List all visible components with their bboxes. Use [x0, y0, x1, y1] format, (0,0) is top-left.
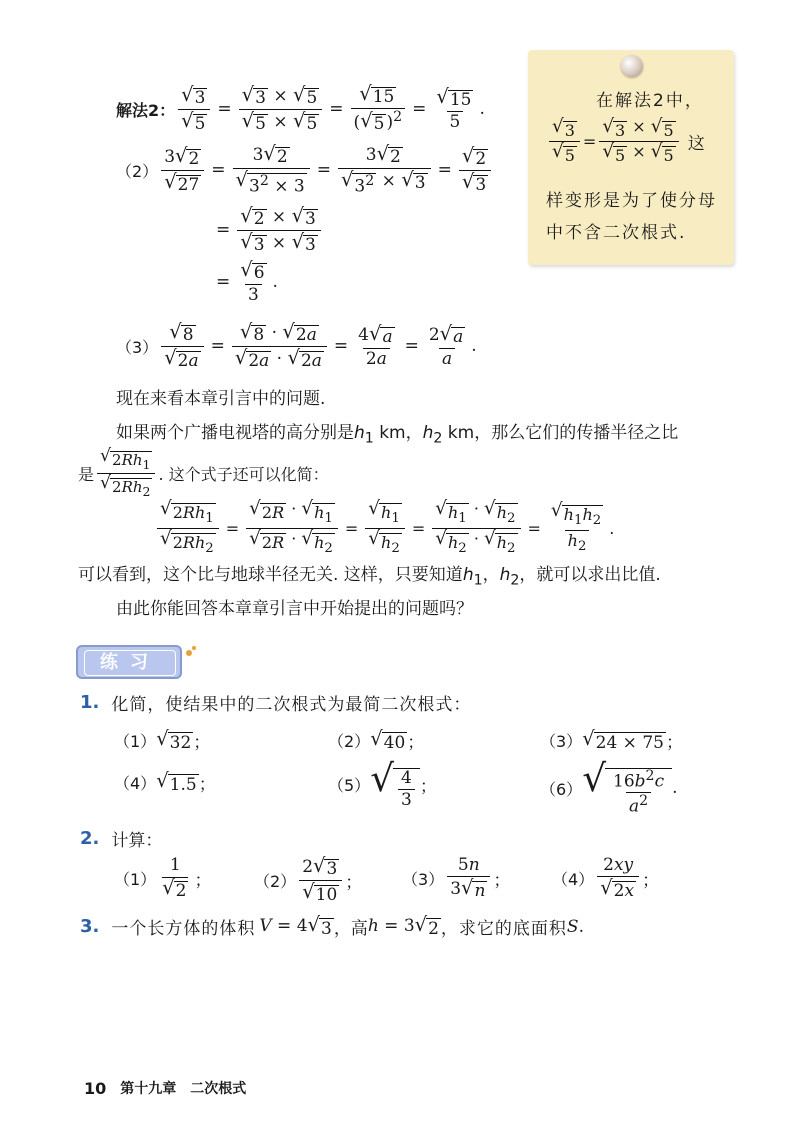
- q3-s-var: S: [566, 916, 579, 937]
- q2-item-3-label: （3）: [402, 869, 445, 889]
- q1-item-5: （5） √ $\frac{4}{3}$ ；: [328, 756, 437, 810]
- body-line2-km2: km，那么它们的传播半径之比: [442, 423, 679, 443]
- q2-item-2: （2） 2 √ 3 √ 10 ；: [254, 854, 363, 905]
- body-line5: 由此你能回答本章章引言中开始提出的问题吗？: [116, 599, 473, 619]
- body-line3: 是 √ $2Rh_1$ √ $2Rh_2$ . 这个式子还可以化简：: [78, 446, 329, 499]
- q2-item-1-label: （1）: [114, 869, 157, 889]
- body-line4-text-b: ，就可以求出比值.: [519, 565, 661, 585]
- body-line3-text-a: 是: [78, 464, 95, 484]
- part3-equation: （3） √ 8 √ 2a = √ 8 · √ 2a √ 2a · √ 2a = 4 √ a 2a = 2 √ a a .: [116, 320, 477, 371]
- q2-item-4: （4） 2xy √ 2x ；: [552, 855, 660, 901]
- page-number: 10: [84, 1078, 107, 1098]
- q2-text: 计算：: [111, 831, 163, 851]
- pushpin-icon: [621, 55, 643, 77]
- h1-var: h: [354, 423, 365, 443]
- q3-text-c: ，求它的底面积: [440, 919, 567, 939]
- q1-item-1: （1） √ 32 ；: [114, 726, 211, 753]
- part3-label: （3）: [116, 337, 159, 357]
- exercise-title: 练习: [84, 650, 176, 676]
- q2-number: 2.: [80, 828, 100, 849]
- part2-label: （2）: [116, 161, 159, 181]
- q2-item-2-label: （2）: [254, 871, 297, 891]
- q2-item-3: （3） 5n 3 √ n ；: [402, 855, 511, 901]
- part2-equation-line2: = √ 2 × √ 3 √ 3 × √ 3: [212, 206, 324, 254]
- note-line4: 中不含二次根式.: [546, 223, 687, 243]
- q2-item-4-label: （4）: [552, 869, 595, 889]
- q3-text-a: 一个长方体的体积: [111, 919, 256, 939]
- q1-item-5-label: （5）: [328, 776, 371, 796]
- h2-var: h: [422, 423, 434, 443]
- exercise-header: [76, 645, 182, 679]
- question-2: [80, 826, 162, 851]
- part2-equation-line1: （2） 3 √ 2 √ 27 = 3 √ 2 √ $3^2 \times 3$ = 3 √ 2 √ $3^2$ × √ 3 = √ 2 √ 3: [116, 144, 494, 196]
- note-line1: 在解法2中，: [596, 91, 704, 111]
- body-line2-text: 如果两个广播电视塔的高分别是: [116, 423, 354, 443]
- q3-number: 3.: [80, 916, 100, 937]
- ratio-simplification: √ $2Rh_1$ √ $2Rh_2$ = √ 2R · √ $h_1$ √ 2R · √ $h_2$ = √ $h_1$ √ $h_2$ = √ $h_1$ · √ $h_2$ √ $h_2$ · √ $h_2$ = √ $h_1h_2$ $h_2$ .: [154, 500, 614, 557]
- chapter-label: 第十九章: [120, 1081, 177, 1097]
- body-line4: 可以看到，这个比与地球半径无关. 这样，只要知道$h_1$，$h_2$，就可以求出比值.: [78, 565, 661, 589]
- chapter-title: 二次根式: [190, 1081, 247, 1097]
- q1-item-2: （2） √ 40 ；: [328, 726, 425, 753]
- note-this: 这: [687, 133, 705, 154]
- q1-item-4-label: （4）: [114, 774, 157, 793]
- q3-end: .: [578, 916, 584, 937]
- body-line3-text-b: . 这个式子还可以化简：: [158, 464, 329, 484]
- q2-item-1: （1） 1 √ 2 ；: [114, 855, 212, 901]
- q3-text-b: ，高: [333, 919, 368, 939]
- q1-item-2-label: （2）: [328, 732, 371, 751]
- q1-item-6: （6） √ $\frac{16b^2c}{a^2}$ .: [540, 756, 678, 817]
- method2-equation: 解法2： √ 3 √ 5 = √ 3 × √ 5 √ 5 × √ 5 = √ 15 ( √ 5 )$^2$ = √ 15 5 .: [116, 82, 485, 135]
- q1-item-1-label: （1）: [114, 732, 157, 751]
- q1-number: 1.: [80, 692, 100, 713]
- body-line1: 现在来看本章引言中的问题.: [116, 389, 326, 409]
- note-equation: √ 3 √ 5 = √ 3 × √ 5 √ 5 × √ 5 这: [546, 118, 705, 164]
- q1-item-3-label: （3）: [540, 732, 583, 751]
- page-footer: [84, 1078, 246, 1098]
- q1-item-4: （4） √ 1.5 ；: [114, 768, 216, 795]
- q1-item-6-label: （6）: [540, 779, 583, 799]
- body-line2-km1: km，: [373, 423, 423, 443]
- question-3: 3. 一个长方体的体积 V = 4 √ 3 ，高 h = 3 √ 2 ，求它的底面积 S .: [80, 912, 584, 939]
- method2-label: 解法2：: [116, 100, 176, 120]
- note-line3: 样变形是为了使分母: [546, 191, 717, 211]
- q1-text: 化简，使结果中的二次根式为最简二次根式：: [111, 695, 472, 715]
- part2-equation-line3: = √ 6 3 .: [216, 258, 278, 305]
- question-1: [80, 690, 471, 715]
- q1-item-3: （3） √ 24 × 75 ；: [540, 726, 683, 753]
- body-line4-text: 可以看到，这个比与地球半径无关. 这样，只要知道: [78, 565, 463, 585]
- body-line2: 如果两个广播电视塔的高分别是$h_1$ km，$h_2$ km，那么它们的传播半径之比: [116, 423, 679, 447]
